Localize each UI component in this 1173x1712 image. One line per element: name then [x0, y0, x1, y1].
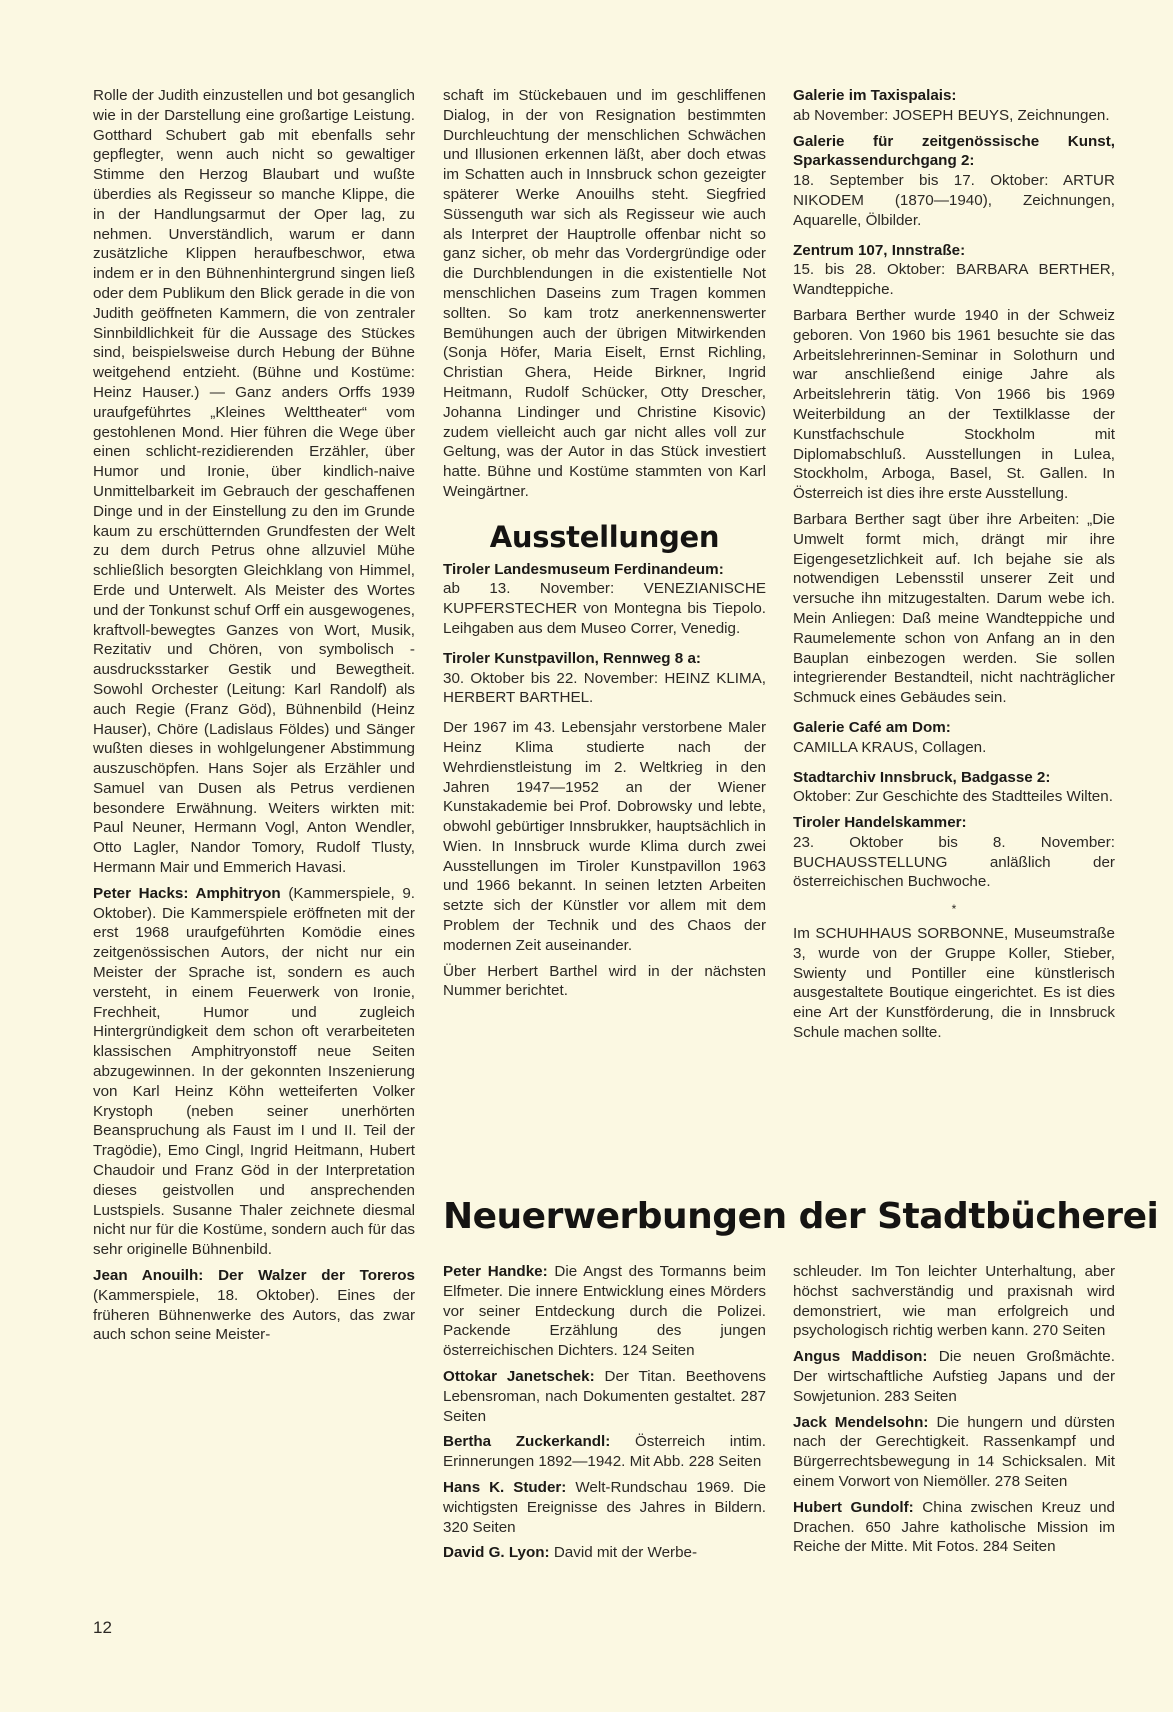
book-description: Die hungern und dürsten nach der Gerechtigkeit. Rassenkampf und Bürgerrechtsbewegung in 14 Schicksalen. Mit einem Vorwort von Niemöller. 278 Seiten: [793, 1413, 1115, 1490]
book-list-left: [443, 1262, 766, 1569]
book-entry: [443, 1367, 766, 1426]
review-anouilh: [93, 1266, 415, 1345]
exhibition-body: Der 1967 im 43. Lebensjahr verstorbene Maler Heinz Klima studierte nach der Wehrdienstleistung im 2. Weltkrieg in den Jahren 1947—1952 an der Wiener Kunstakademie bei Prof. Dobrowsky und lebte, obwohl gebürtiger Innsbrukker, hauptsächlich in Wien. In Innsbruck wurde Klima durch zwei Ausstellungen im Tiroler Kunstpavillon 1963 und 1966 bekannt. In seinen letzten Arbeiten setzte sich der Künstler vor allem mit dem Problem der Technik und des Chaos der modernen Zeit auseinander.: [443, 719, 766, 954]
separator-asterisk: *: [951, 902, 957, 917]
section-title-neuerwerbungen: Neuerwerbungen der Stadtbücherei: [443, 1196, 1159, 1237]
book-description: Der Titan. Beethovens Lebensroman, nach Dokumenten gestaltet. 287 Seiten: [443, 1367, 766, 1425]
book-author: Peter Handke:: [443, 1263, 548, 1280]
review-hacks: [93, 884, 415, 1260]
book-author: David G. Lyon:: [443, 1544, 550, 1562]
book-description: David mit der Werbe-: [553, 1544, 698, 1562]
review-hacks-body: (Kammerspiele, 9. Oktober). Die Kammerspiele eröffneten mit der erst 1968 uraufgeführten Komödie eines zeitgenössischen Autors, der nicht nur ein Meister der Sprache ist, sondern es auch versteht, in einem Feuerwerk von Ironie, Frechheit, Humor und zugleich Hintergründigkeit dem schon oft verarbeiteten klassischen Amphitryonstoff neue Seiten abzugewinnen. In der gekonnten Inszenierung von Karl Heinz Köhn wetteiferten Volker Krystoph (neben seiner unerhörten Beanspruchung als Faust im I und II. Teil der Tragödie), Emo Cingl, Ingrid Heitmann, Hubert Chaudoir und Franz Göd in der Interpretation dieses geistvollen und ansprechenden Lustspiels. Susanne Thaler zeichnete diesmal nicht nur für die Kostüme, sondern auch für das sehr originelle Bühnenbild.: [93, 884, 415, 1259]
column-3: [793, 86, 1115, 1049]
book-entry: [443, 1478, 766, 1537]
book-entry: [443, 1262, 766, 1361]
book-entry: [443, 1432, 766, 1472]
exhibition-title: Galerie im Taxispalais:: [793, 87, 957, 104]
exhibition-body: Oktober: Zur Geschichte des Stadtteiles Wilten.: [793, 788, 1113, 806]
exhibition-title: Tiroler Handelskammer:: [793, 814, 967, 832]
book-author: Hans K. Studer:: [443, 1478, 567, 1496]
column-1: [93, 86, 415, 1351]
exhibition-title: Stadtarchiv Innsbruck, Badgasse 2:: [793, 768, 1051, 786]
book-description: Welt-Rundschau 1969. Die wichtigsten Ereignisse des Jahres in Bildern. 320 Seiten: [443, 1478, 766, 1536]
closing-note: Im SCHUHHAUS SORBONNE, Museumstraße 3, wurde von der Gruppe Koller, Stieber, Swienty und Pontiller eine künstlerisch ausgestaltete Boutique eingerichtet. Es ist dies eine Art der Kunstförderung, die in Innsbruck Schule machen sollte.: [793, 925, 1115, 1042]
exhibition-body: Barbara Berther wurde 1940 in der Schweiz geboren. Von 1960 bis 1961 besuchte sie das Arbeitslehrerinnen-Seminar in Solothurn und war anschließend einige Jahre als Arbeitslehrerin tätig. Von 1966 bis 1969 Weiterbildung an der Textilklasse der Kunstfachschule Stockholm mit Diplomabschluß. Ausstellungen in Lulea, Stockholm, Arboga, Basel, St. Gallen. In Österreich ist dies ihre erste Ausstellung.: [793, 306, 1115, 503]
book-entry: [793, 1347, 1115, 1406]
exhibition-title: Tiroler Landesmuseum Ferdinandeum:: [443, 560, 724, 578]
review-orff-text: Rolle der Judith einzustellen und bot gesanglich wie in der Darstellung eine großartige Leistung. Gotthard Schubert gab mit ebenfalls sehr gepflegter, wenn auch nicht so gewaltiger Stimme den Herzog Blaubart und wußte überdies als Regisseur so manche Klippe, die in der Handlungsarmut der Oper lag, zu nehmen. Unverständlich, warum er dann zusätzliche Klippen heraufbeschwor, etwa indem er in den Bühnenhintergrund singen ließ oder dem Publikum den Blick gerade in die von Judith geöffneten Kammern, die von zentraler Sinnbildlichkeit für die Aussage des Stückes sind, beispielsweise durch Hebung der Bühne weitgehend entzieht. (Bühne und Kostüme: Heinz Hauser.) — Ganz anders Orffs 1939 uraufgeführtes „Kleines Welttheater“ vom gestohlenen Mond. Hier führen die Wege über einen schlicht-rezidierenden Erzähler, über Humor und Ironie, über kindlich-naive Unmittelbarkeit im Gebrauch der geschaffenen Dinge und in der Einstellung zu den im Grunde kaum zu erschütternden Grundfesten der Welt zu dem durch Petrus ohne allzuviel Mühe schließlich besorgten Gleichklang von Himmel, Erde und Unterwelt. Als Meister des Wortes und der Tonkunst schuf Orff ein ausgewogenes, kraftvoll-bewegtes Ganzes von Wort, Musik, Rezitativ und Chören, von symbolisch - ausdrucksstarker Gestik und Bewegtheit. Sowohl Orchester (Leitung: Karl Randolf) als auch Regie (Franz Göd), Bühnenbild (Heinz Hauser), Chöre (Ladislaus Földes) und Sänger wußten dieses in wohlgelungener Abstimmung auszuschöpfen. Hans Sojer als Erzähler und Samuel van Dusen als Petrus verdienen besondere Erwähnung. Weiters wirkten mit: Paul Neuner, Hermann Vogl, Anton Wendler, Otto Lagler, Nandor Tomory, Rudolf Tlusty, Hermann Mair und Emmerich Havasi.: [93, 87, 415, 877]
book-author: Hubert Gundolf:: [793, 1498, 914, 1516]
book-author: Ottokar Janetschek:: [443, 1367, 595, 1385]
book-author: Jack Mendelsohn:: [793, 1413, 929, 1431]
book-description: Die neuen Großmächte. Der wirtschaftliche Aufstieg Japans und der Sowjetunion. 283 Seiten: [793, 1348, 1115, 1405]
section-title-ausstellungen: Ausstellungen: [489, 519, 720, 554]
book-description: schleuder. Im Ton leichter Unterhaltung, aber höchst sachverständig und praxisnah wird demonstriert, wie man erfolgreich und psychologisch richtig werben kann. 270 Seiten: [793, 1263, 1115, 1340]
exhibition-body: Barbara Berther sagt über ihre Arbeiten: „Die Umwelt formt mich, drängt mir ihre Eigengesetzlichkeit auf. Ich bejahe sie als notwendigen Lebensstil unserer Zeit und versuche ihn mitzugestalten. Darum webe ich. Mein Anliegen: Daß meine Wandteppiche und Raumelemente schon von Anfang an in den Bauplan einbezogen werden. Sie sollen integrierender Bestandteil, nicht nachträglicher Schmuck eines Gebäudes sein.: [793, 510, 1115, 707]
exhibition-body: CAMILLA KRAUS, Collagen.: [793, 738, 987, 756]
book-author: Angus Maddison:: [793, 1348, 928, 1366]
exhibition-title: Tiroler Kunstpavillon, Rennweg 8 a:: [443, 649, 701, 667]
exhibition-title: Zentrum 107, Innstraße:: [793, 241, 966, 259]
exhibition-body: Über Herbert Barthel wird in der nächsten Nummer berichtet.: [443, 962, 766, 1000]
exhibition-body: 30. Oktober bis 22. November: HEINZ KLIMA, HERBERT BARTHEL.: [443, 669, 766, 707]
review-anouilh-title: Jean Anouilh: Der Walzer der Toreros: [93, 1267, 415, 1285]
book-description: China zwischen Kreuz und Drachen. 650 Jahre katholische Mission im Reiche der Mitte. Mit Fotos. 284 Seiten: [793, 1498, 1115, 1556]
exhibition-body: 18. September bis 17. Oktober: ARTUR NIKODEM (1870—1940), Zeichnungen, Aquarelle, Ölbilder.: [793, 172, 1115, 229]
book-entry: [793, 1498, 1115, 1557]
exhibition-body: ab 13. November: VENEZIANISCHE KUPFERSTECHER von Montegna bis Tiepolo. Leihgaben aus dem Museo Correr, Venedig.: [443, 580, 766, 637]
book-author: Bertha Zuckerkandl:: [443, 1433, 611, 1451]
review-anouilh-body: (Kammerspiele, 18. Oktober). Eines der früheren Bühnenwerke des Autors, das zwar auch schon seine Meister-: [93, 1286, 415, 1344]
page-number: 12: [93, 1618, 112, 1637]
book-entry: [793, 1413, 1115, 1492]
exhibition-title: Galerie Café am Dom:: [793, 718, 951, 736]
book-description: Österreich intim. Erinnerungen 1892—1942. Mit Abb. 228 Seiten: [443, 1433, 766, 1471]
book-entry: [443, 1543, 766, 1563]
exhibition-body: 23. Oktober bis 8. November: BUCHAUSSTELLUNG anläßlich der österreichischen Buchwoche.: [793, 833, 1115, 891]
exhibition-body: 15. bis 28. Oktober: BARBARA BERTHER, Wandteppiche.: [793, 261, 1115, 299]
review-anouilh-continued: schaft im Stückebauen und im geschliffenen Dialog, in der von Resignation bestimmten Durchleuchtung der menschlichen Schwächen und Illusionen erkennen läßt, aber doch etwas im Schatten auch in Innsbruck schon gezeigter späterer Werke Anouilhs steht. Siegfried Süssenguth war sich als Regisseur wie auch als Interpret der Hauptrolle offenbar nicht so ganz sicher, ob mehr das Vordergründige oder die Durchblendungen in die existentielle Not menschlichen Daseins zum Tragen kommen sollten. So kam trotz anerkennenswerter Bemühungen auch der übrigen Mitwirkenden (Sonja Höfer, Maria Eiselt, Ernst Richling, Christian Ghera, Heide Birkner, Ingrid Heitmann, Rudolf Schücker, Otty Drescher, Johanna Lindinger und Christine Kisovic) zudem vielleicht auch gar nicht alles voll zur Geltung, was der Autor in das Stück investiert hatte. Bühne und Kostüme stammten von Karl Weingärtner.: [443, 87, 766, 500]
exhibition-title: Galerie für zeitgenössische Kunst, Sparkassendurchgang 2:: [793, 132, 1115, 170]
book-entry: [793, 1262, 1115, 1341]
book-list-right: [793, 1262, 1115, 1563]
book-description: Die Angst des Tormanns beim Elfmeter. Die innere Entwicklung eines Mörders vor seiner Entdeckung durch die Polizei. Packende Erzählung des jungen österreichischen Dichters. 124 Seiten: [443, 1263, 766, 1360]
column-2: [443, 86, 766, 1007]
review-hacks-title: Peter Hacks: Amphitryon: [93, 884, 281, 902]
exhibition-body: ab November: JOSEPH BEUYS, Zeichnungen.: [793, 106, 1110, 124]
